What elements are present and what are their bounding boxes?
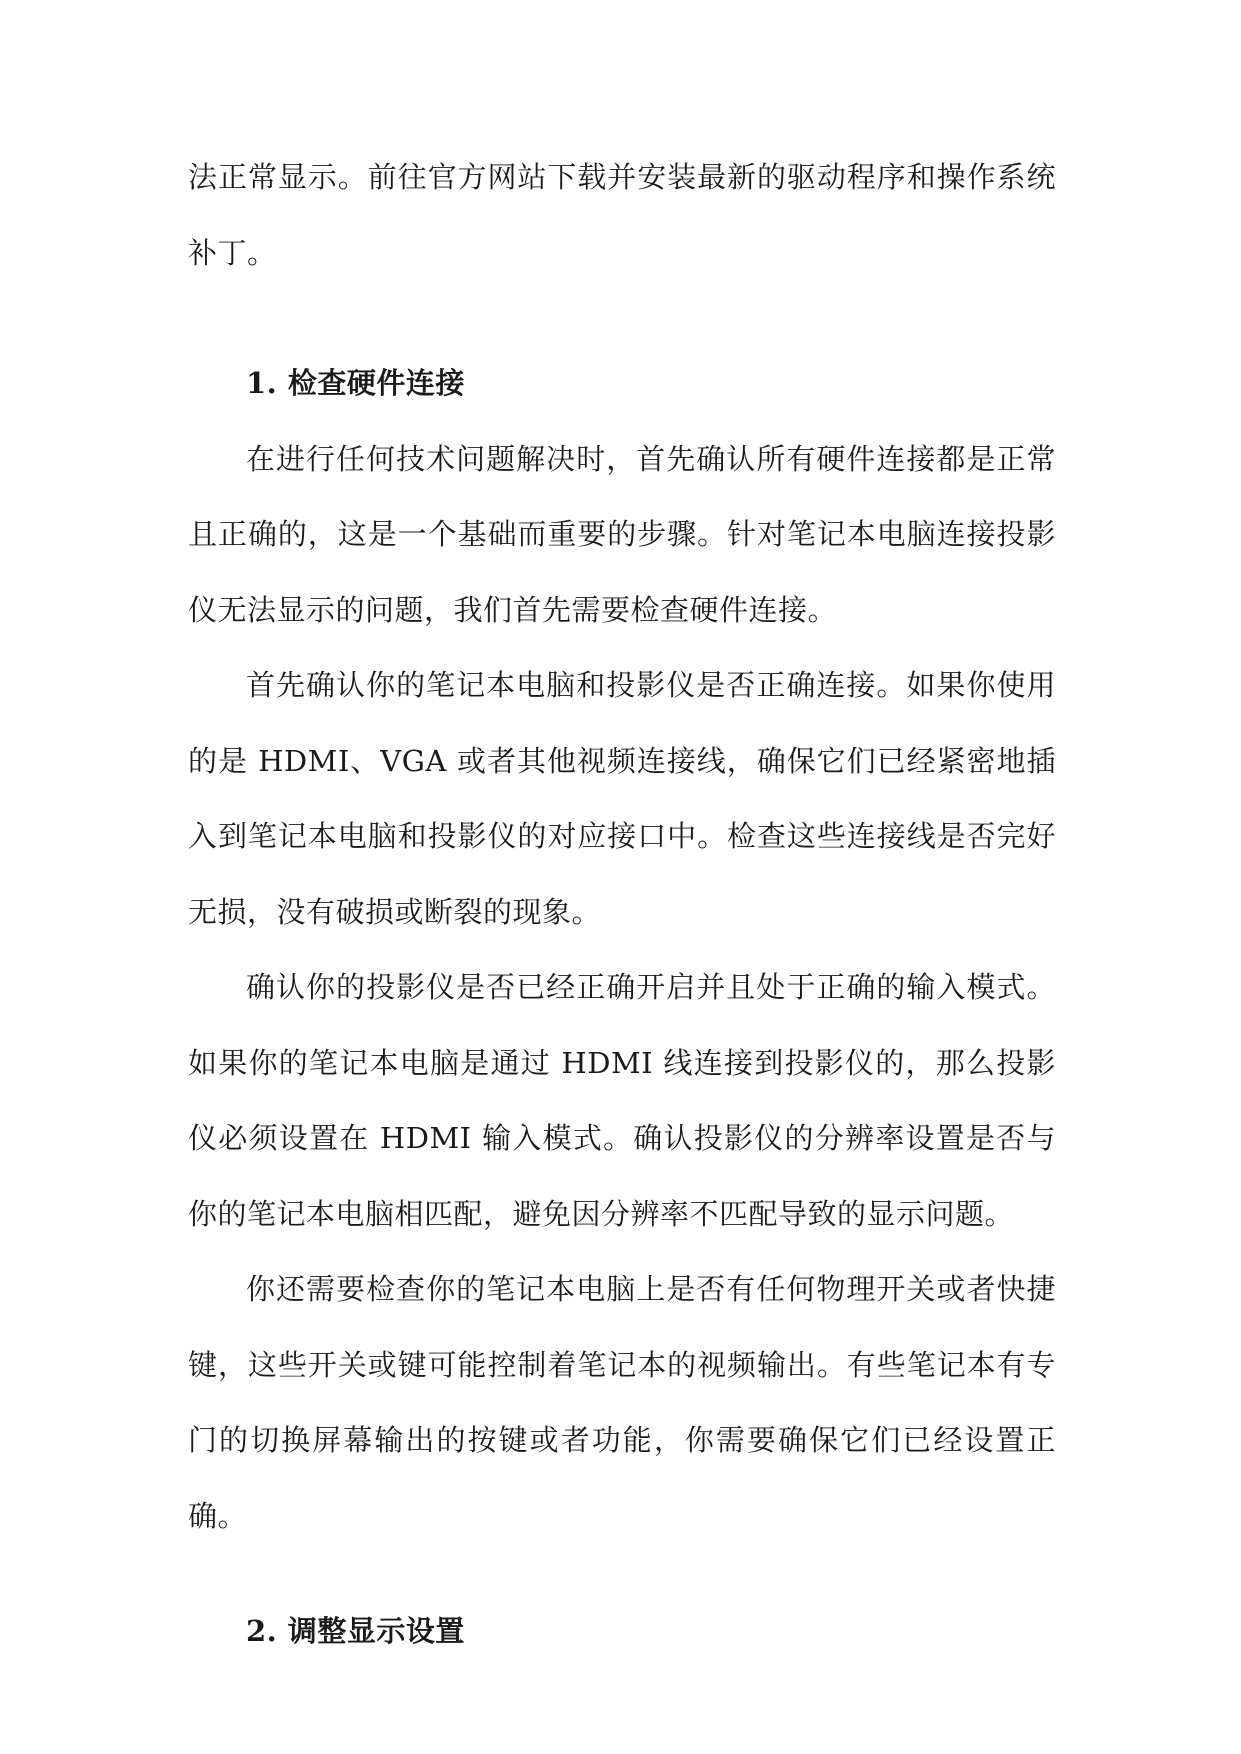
section-heading-2: 2. 调整显示设置 (246, 1614, 465, 1648)
intro-paragraph: 法正常显示。前往官方网站下载并安装最新的驱动程序和操作系统补丁。 (188, 160, 1056, 270)
section1-paragraph-1: 在进行任何技术问题解决时，首先确认所有硬件连接都是正常且正确的，这是一个基础而重要的步骤。针对笔记本电脑连接投影仪无法显示的问题，我们首先需要检查硬件连接。 (188, 441, 1056, 627)
document-body (188, 140, 1056, 1670)
section1-paragraph-3: 确认你的投影仪是否已经正确开启并且处于正确的输入模式。如果你的笔记本电脑是通过 HDMI 线连接到投影仪的，那么投影仪必须设置在 HDMI 输入模式。确认投影仪的分辨率设置是否与你的笔记本电脑相匹配，避免因分辨率不匹配导致的显示问题。 (188, 970, 1056, 1231)
section-heading-1: 1. 检查硬件连接 (246, 366, 465, 400)
section1-paragraph-4: 你还需要检查你的笔记本电脑上是否有任何物理开关或者快捷键，这些开关或键可能控制着笔记本的视频输出。有些笔记本有专门的切换屏幕输出的按键或者功能，你需要确保它们已经设置正确。 (188, 1272, 1056, 1533)
section1-paragraph-2: 首先确认你的笔记本电脑和投影仪是否正确连接。如果你使用的是 HDMI、VGA 或者其他视频连接线，确保它们已经紧密地插入到笔记本电脑和投影仪的对应接口中。检查这些连接线是否完好无损，没有破损或断裂的现象。 (188, 668, 1056, 929)
